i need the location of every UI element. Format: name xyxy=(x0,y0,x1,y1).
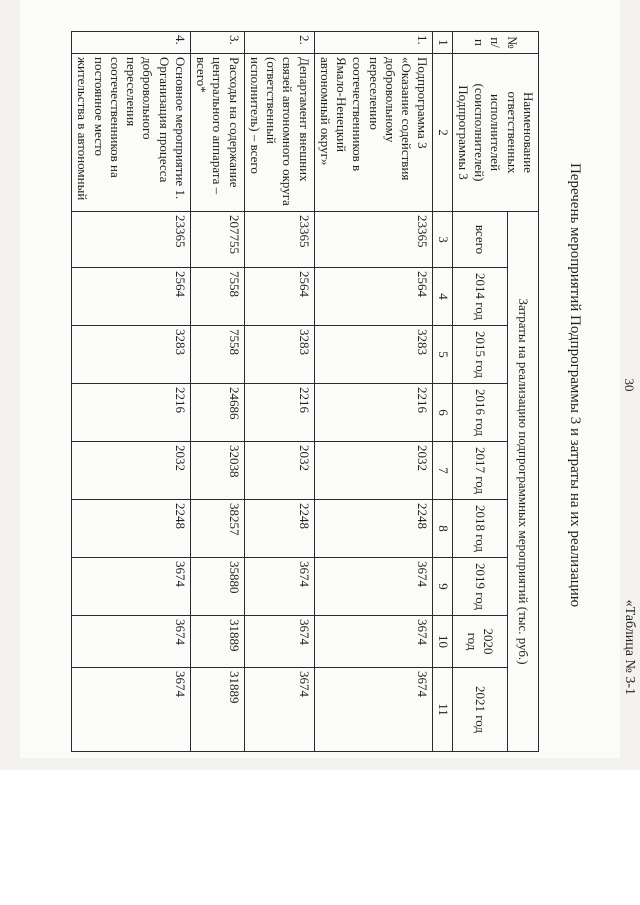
index-cell: 10 xyxy=(433,616,452,668)
table-row xyxy=(191,32,245,752)
row-name: Подпрограмма 3 «Оказание содействия добровольному переселению соотечественников в Ямало-Ненецкий автономный округ» xyxy=(314,54,433,212)
index-row xyxy=(433,32,452,752)
row-value: 35880 xyxy=(191,558,245,616)
row-value: 31889 xyxy=(191,668,245,752)
row-value: 3283 xyxy=(72,326,191,384)
row-num: 4. xyxy=(72,32,191,54)
header-name: Наименование ответственных исполнителей (соисполнителей) Подпрограммы 3 xyxy=(452,54,538,212)
row-value: 31889 xyxy=(191,616,245,668)
header-year-2019: 2019 год xyxy=(452,558,507,616)
header-year-2021: 2021 год xyxy=(452,668,507,752)
row-value: 2216 xyxy=(72,384,191,442)
row-num: 3. xyxy=(191,32,245,54)
row-name: Расходы на содержание центрального аппарата – всего* xyxy=(191,54,245,212)
index-cell: 1 xyxy=(433,32,452,54)
row-value: 24686 xyxy=(191,384,245,442)
row-num: 2. xyxy=(244,32,314,54)
row-value: 2216 xyxy=(314,384,433,442)
index-cell: 4 xyxy=(433,268,452,326)
index-cell: 2 xyxy=(433,54,452,212)
index-cell: 6 xyxy=(433,384,452,442)
index-cell: 5 xyxy=(433,326,452,384)
row-value: 2564 xyxy=(314,268,433,326)
row-value: 3674 xyxy=(244,558,314,616)
row-num: 1. xyxy=(314,32,433,54)
row-value: 2032 xyxy=(314,442,433,500)
row-value: 7558 xyxy=(191,268,245,326)
row-value: 2564 xyxy=(244,268,314,326)
index-cell: 8 xyxy=(433,500,452,558)
header-num: № п/п xyxy=(452,32,538,54)
blank-area xyxy=(0,770,640,905)
header-year-2018: 2018 год xyxy=(452,500,507,558)
table-row xyxy=(244,32,314,752)
header-total: всего xyxy=(452,212,507,268)
header-year-2017: 2017 год xyxy=(452,442,507,500)
document-page xyxy=(20,0,637,758)
row-value: 3283 xyxy=(244,326,314,384)
row-value: 2564 xyxy=(72,268,191,326)
row-name: Департамент внешних связей автономного округа (ответственный исполнитель) – всего xyxy=(244,54,314,212)
header-year-2015: 2015 год xyxy=(452,326,507,384)
index-cell: 9 xyxy=(433,558,452,616)
row-value: 2032 xyxy=(72,442,191,500)
row-value: 2216 xyxy=(244,384,314,442)
row-value: 2248 xyxy=(314,500,433,558)
row-value: 32038 xyxy=(191,442,245,500)
row-value: 3674 xyxy=(314,668,433,752)
row-value: 207755 xyxy=(191,212,245,268)
row-value: 2248 xyxy=(244,500,314,558)
table-row xyxy=(314,32,433,752)
index-cell: 11 xyxy=(433,668,452,752)
row-value: 23365 xyxy=(244,212,314,268)
row-value: 3674 xyxy=(244,616,314,668)
row-value: 3674 xyxy=(314,616,433,668)
header-year-2016: 2016 год xyxy=(452,384,507,442)
row-value: 3674 xyxy=(72,558,191,616)
table-number: «Таблица № 3-1 xyxy=(622,599,637,695)
header-costs: Затраты на реализацию подпрограммных мероприятий (тыс. руб.) xyxy=(507,212,538,752)
index-cell: 3 xyxy=(433,212,452,268)
row-value: 23365 xyxy=(72,212,191,268)
row-value: 3674 xyxy=(244,668,314,752)
row-value: 3674 xyxy=(72,668,191,752)
row-name: Основное мероприятие 1. Организация процесса добровольного переселения соотечественников на постоянное место жительства в автономный xyxy=(72,54,191,212)
row-value: 23365 xyxy=(314,212,433,268)
table-row xyxy=(72,32,191,752)
row-value: 2032 xyxy=(244,442,314,500)
header-year-2014: 2014 год xyxy=(452,268,507,326)
row-value: 7558 xyxy=(191,326,245,384)
row-value: 3283 xyxy=(314,326,433,384)
costs-table xyxy=(71,31,539,752)
row-value: 38257 xyxy=(191,500,245,558)
rotated-content xyxy=(43,15,640,755)
row-value: 3674 xyxy=(72,616,191,668)
row-value: 2248 xyxy=(72,500,191,558)
header-year-2020: 2020 год xyxy=(452,616,507,668)
page-number: 30 xyxy=(622,378,637,392)
index-cell: 7 xyxy=(433,442,452,500)
row-value: 3674 xyxy=(314,558,433,616)
table-caption: Перечень мероприятий Подпрограммы 3 и затраты на их реализацию xyxy=(567,162,583,608)
